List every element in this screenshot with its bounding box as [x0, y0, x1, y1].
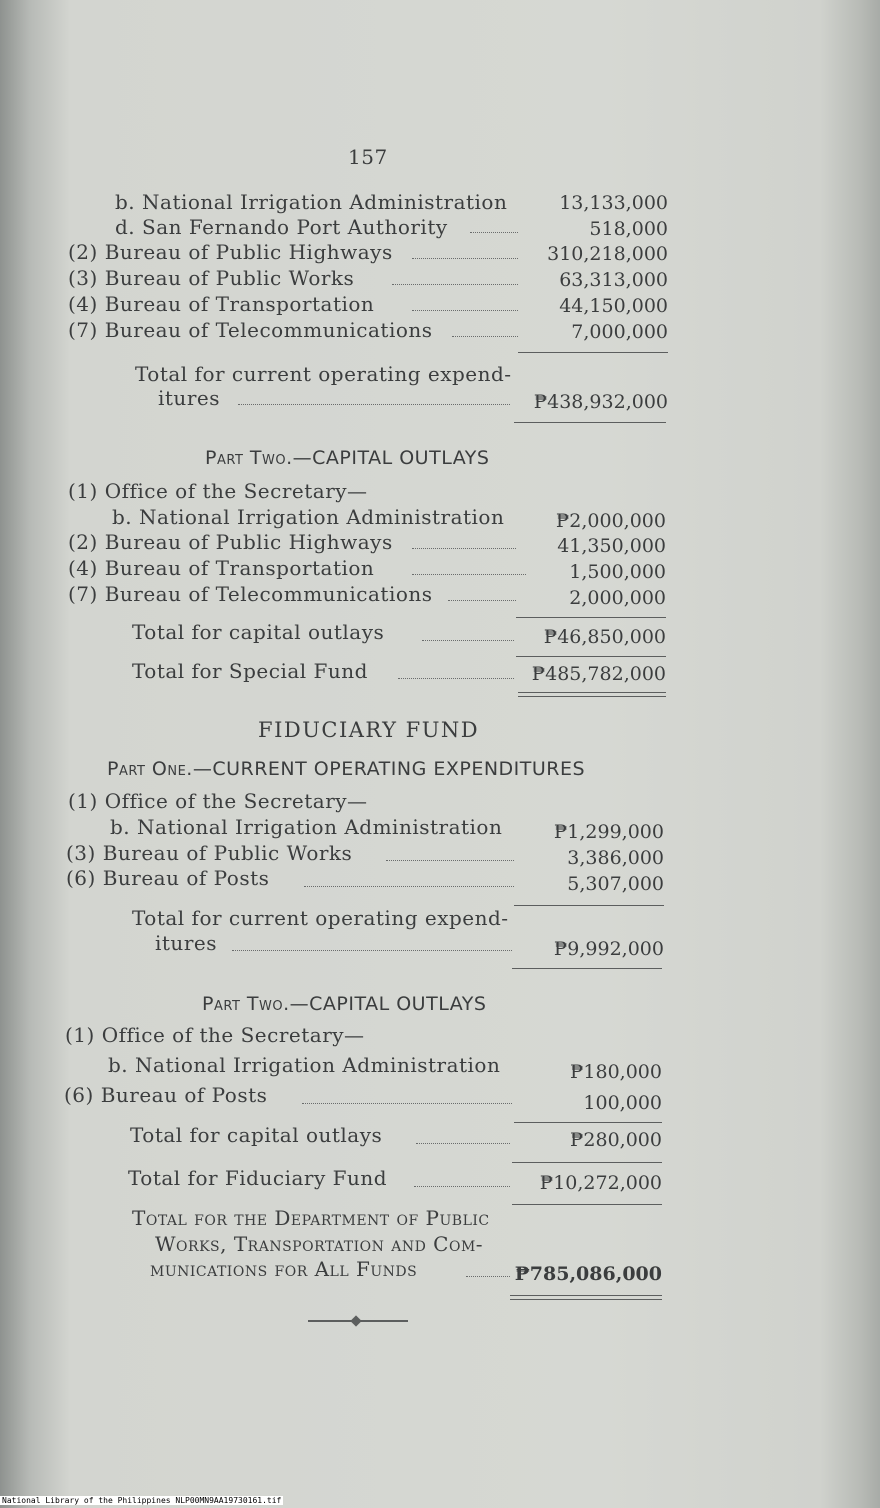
rule [512, 1204, 662, 1205]
office-secretary: (1) Office of the Secretary— [65, 1023, 365, 1047]
amount-nia: ₱1,299,000 [553, 821, 664, 843]
line-highways: (2) Bureau of Public Highways [68, 530, 393, 554]
amount-nia: ₱2,000,000 [555, 510, 666, 532]
grand-total-line-1: Total for the Department of Public [132, 1206, 490, 1230]
rule [518, 352, 668, 353]
line-san-fernando: d. San Fernando Port Authority [115, 215, 448, 239]
line-posts: (6) Bureau of Posts [66, 866, 270, 890]
amount-posts: 100,000 [583, 1092, 662, 1114]
rule [514, 422, 666, 423]
total-current-amount: ₱438,932,000 [533, 391, 668, 413]
total-capital-amount: ₱280,000 [570, 1129, 662, 1151]
total-current-label-1: Total for current operating expend- [132, 906, 509, 930]
total-special-label: Total for Special Fund [132, 659, 368, 683]
grand-total-amount: ₱785,086,000 [514, 1263, 662, 1285]
rule [516, 617, 666, 618]
double-rule [518, 692, 666, 697]
office-secretary: (1) Office of the Secretary— [68, 479, 368, 503]
line-public-works: (3) Bureau of Public Works [66, 841, 353, 865]
double-rule [510, 1295, 662, 1300]
page-number: 157 [348, 145, 388, 169]
line-nia: b. National Irrigation Administration [108, 1053, 501, 1077]
section-heading: Part One.—CURRENT OPERATING EXPENDITURES [107, 758, 586, 780]
rule [516, 656, 666, 657]
total-current-label-2: itures [155, 931, 217, 955]
line-nia: b. National Irrigation Administration [115, 190, 508, 214]
amount-nia: 13,133,000 [559, 192, 668, 214]
rule [514, 905, 664, 906]
grand-total-line-2: Works, Transportation and Com- [155, 1232, 484, 1256]
amount-transportation: 1,500,000 [569, 561, 666, 583]
total-fiduciary-amount: ₱10,272,000 [539, 1172, 662, 1194]
line-nia: b. National Irrigation Administration [112, 505, 505, 529]
rule [512, 1162, 662, 1163]
line-posts: (6) Bureau of Posts [64, 1083, 268, 1107]
amount-san-fernando: 518,000 [589, 218, 668, 240]
total-current-label-1: Total for current operating expend- [135, 362, 512, 386]
total-current-amount: ₱9,992,000 [553, 938, 664, 960]
amount-highways: 41,350,000 [557, 535, 666, 557]
amount-nia: ₱180,000 [570, 1061, 662, 1083]
line-telecom: (7) Bureau of Telecommunications [68, 318, 433, 342]
line-transportation: (4) Bureau of Transportation [68, 292, 375, 316]
amount-highways: 310,218,000 [547, 243, 668, 265]
total-capital-label: Total for capital outlays [130, 1123, 383, 1147]
amount-public-works: 63,313,000 [559, 269, 668, 291]
line-telecom: (7) Bureau of Telecommunications [68, 582, 433, 606]
amount-telecom: 2,000,000 [569, 587, 666, 609]
amount-telecom: 7,000,000 [571, 321, 668, 343]
rule [512, 968, 662, 969]
amount-public-works: 3,386,000 [567, 847, 664, 869]
scan-footer: National Library of the Philippines NLP00MN9AA19730161.tif [2, 1496, 282, 1505]
amount-posts: 5,307,000 [567, 873, 664, 895]
line-nia: b. National Irrigation Administration [110, 815, 503, 839]
total-capital-label: Total for capital outlays [132, 620, 385, 644]
line-highways: (2) Bureau of Public Highways [68, 240, 393, 264]
amount-transportation: 44,150,000 [559, 295, 668, 317]
rule [514, 1122, 662, 1123]
section-heading: Part Two.—CAPITAL OUTLAYS [205, 447, 490, 469]
total-capital-amount: ₱46,850,000 [543, 626, 666, 648]
total-special-amount: ₱485,782,000 [531, 663, 666, 685]
line-public-works: (3) Bureau of Public Works [68, 266, 355, 290]
total-fiduciary-label: Total for Fiduciary Fund [128, 1166, 388, 1190]
grand-total-line-3: munications for All Funds [150, 1257, 418, 1281]
fiduciary-title: FIDUCIARY FUND [258, 718, 480, 742]
total-current-label-2: itures [158, 386, 220, 410]
line-transportation: (4) Bureau of Transportation [68, 556, 375, 580]
section-heading: Part Two.—CAPITAL OUTLAYS [202, 993, 487, 1015]
ornament-divider [308, 1320, 408, 1322]
office-secretary: (1) Office of the Secretary— [68, 789, 368, 813]
